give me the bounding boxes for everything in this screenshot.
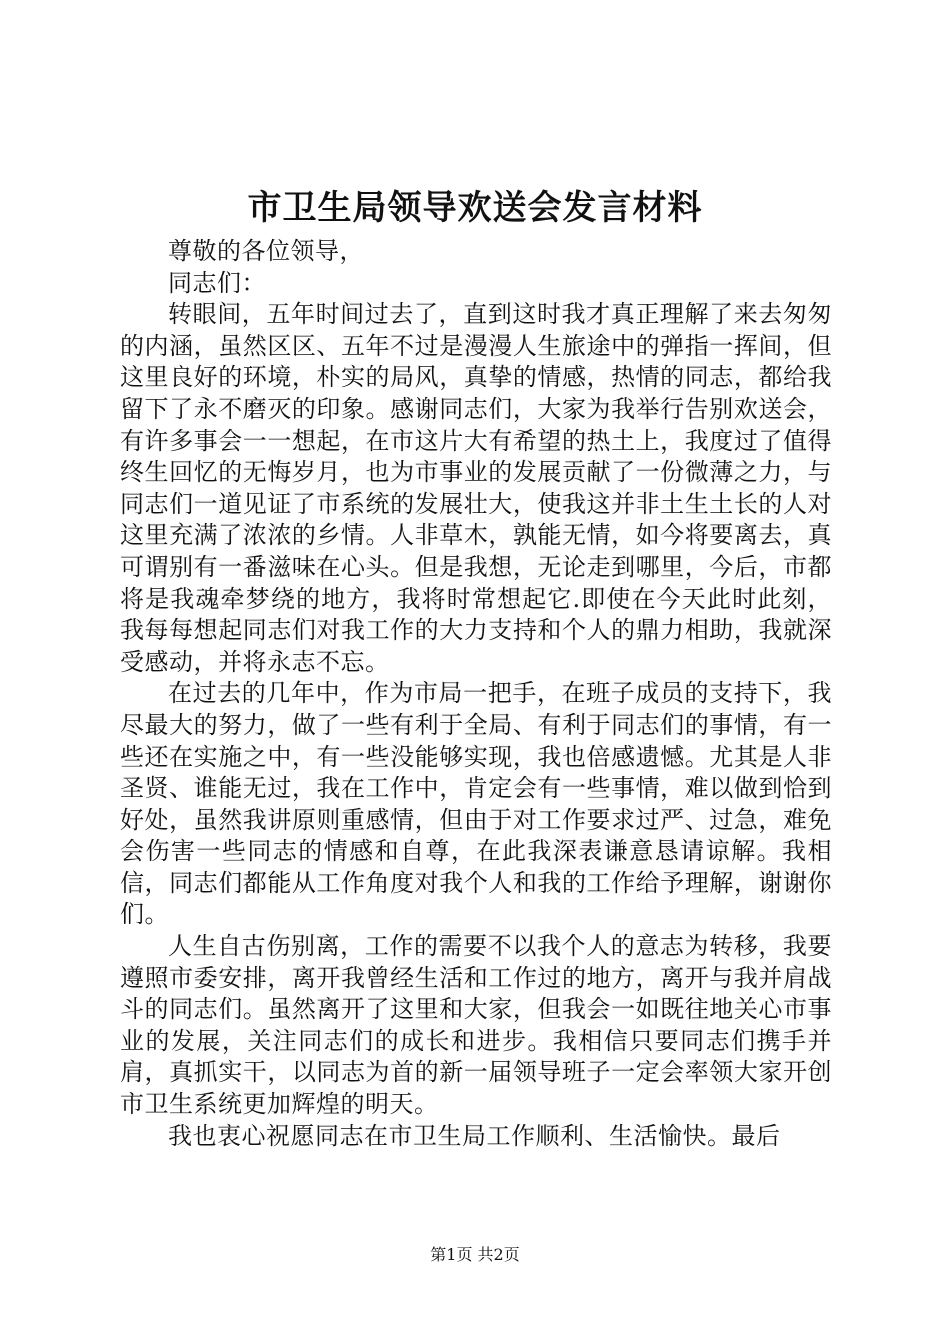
paragraph-1: 转眼间，五年时间过去了，直到这时我才真正理解了来去匆匆的内涵，虽然区区、五年不过是漫漫人生旅途中的弹指一挥间，但这里良好的环境，朴实的局风，真挚的情感，热情的同志，都给我留下了永不磨灭的印象。感谢同志们，大家为我举行告别欢送会，有许多事会一一想起，在市这片大有希望的热土上，我度过了值得终生回忆的无悔岁月，也为市事业的发展贡献了一份微薄之力，与同志们一道见证了市系统的发展壮大，使我这并非土生土长的人对这里充满了浓浓的乡情。人非草木，孰能无情，如今将要离去，真可谓别有一番滋味在心头。但是我想，无论走到哪里，今后，市都将是我魂牵梦绕的地方，我将时常想起它.即使在今天此时此刻，我每每想起同志们对我工作的大力支持和个人的鼎力相助，我就深受感动，并将永志不忘。 [120,300,832,676]
document-body [120,236,832,1152]
salutation-leaders: 尊敬的各位领导， [168,237,364,265]
page-number-footer: 第1页 共2页 [430,1245,520,1264]
paragraph-3: 人生自古伤别离，工作的需要不以我个人的意志为转移，我要遵照市委安排，离开我曾经生活和工作过的地方，离开与我并肩战斗的同志们。虽然离开了这里和大家，但我会一如既往地关心市事业的发展，关注同志们的成长和进步。我相信只要同志们携手并肩，真抓实干，以同志为首的新一届领导班子一定会率领大家开创市卫生系统更加辉煌的明天。 [120,932,832,1119]
paragraph-2: 在过去的几年中，作为市局一把手，在班子成员的支持下，我尽最大的努力，做了一些有利于全局、有利于同志们的事情，有一些还在实施之中，有一些没能够实现，我也倍感遗憾。尤其是人非圣贤、谁能无过，我在工作中，肯定会有一些事情，难以做到恰到好处，虽然我讲原则重感情，但由于对工作要求过严、过急，难免会伤害一些同志的情感和自尊，在此我深表谦意恳请谅解。我相信，同志们都能从工作角度对我个人和我的工作给予理解，谢谢你们。 [120,679,832,929]
paragraph-4: 我也衷心祝愿同志在市卫生局工作顺利、生活愉快。最后 [168,1121,781,1150]
salutation-comrades: 同志们： [168,268,266,297]
document-title: 市卫生局领导欢送会发言材料 [247,188,703,228]
